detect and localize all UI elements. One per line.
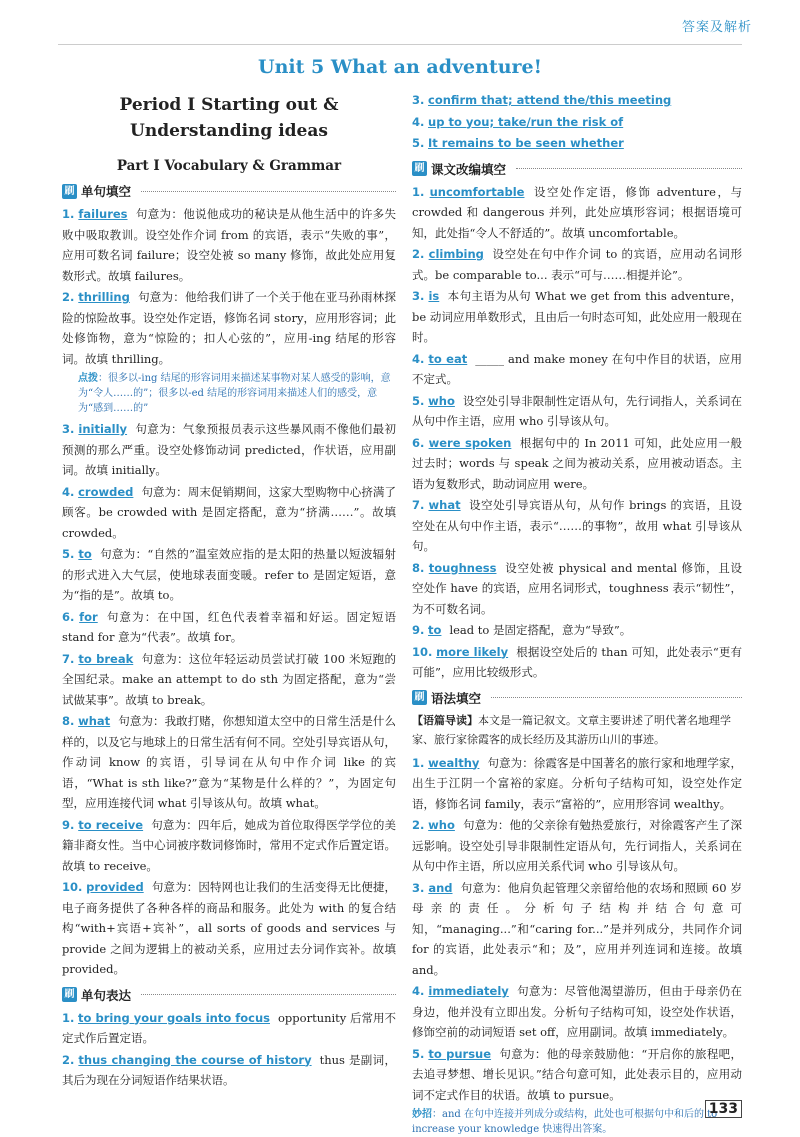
explanation-text: 句意为：气象预报员表示这些暴风雨不像他们最初预测的那么严重。设空处修饰动词 predicted，作状语，应用副词。故填 initially。 [62,422,397,477]
explanation-text: 设空处被 physical and mental 修饰，且设空处作 have 的宾语，应用名词形式，toughness 表示“韧性”，为不可数名词。 [412,560,742,616]
answer-text: provided [86,880,144,894]
passage-guide [412,711,742,749]
answer-text: up to you; take/run the risk of [428,114,624,129]
item-number: 3. [62,422,75,436]
period-title-line2: Understanding ideas [130,121,328,141]
text-list [412,182,742,683]
answer-item [62,544,396,606]
answer-text: to [428,623,442,637]
answer-text: to [78,547,92,561]
item-number: 2. [412,247,425,261]
answer-item [412,642,742,683]
explanation-text: 句意为：我敢打赌，你想知道太空中的日常生活是什么样的，以及它与地球上的日常生活有何不同。空处引导宾语从句，作动词 know 的宾语，引导词在从句中作介词 like 的宾语，“What is sth like?”意为“某物是什么样的？”，为固定句型，应用连接代词 what 引导该从句。故填 what。 [62,714,396,810]
guide-text: 本文是一篇记叙文。文章主要讲述了明代著名地理学家、旅行家徐霞客的成长经历及其游历山川的事迹。 [412,713,731,746]
answer-text: who [428,818,455,832]
answer-item [412,90,742,111]
section-badge-icon: 刷 [62,987,77,1002]
answer-text: It remains to be seen whether [428,136,624,150]
section-fill [62,182,396,200]
item-number: 5. [412,136,425,150]
answer-item [412,133,742,154]
explanation-text: 句意为：“自然的”温室效应指的是太阳的热量以短波辐射的形式进入大气层，使地球表面变暖。refer to 是固定短语，意为“指的是”。故填 to。 [62,547,396,602]
answer-text: to eat [428,351,468,366]
explanation-text: 句意为：因特网也让我们的生活变得无比便捷，电子商务提供了各种各样的商品和服务。此处为 with 的复合结构“with+宾语+宾补”，all sorts of goods and services 与 provide 之间为逻辑上的被动关系，应用过去分词作宾补。故填 provided。 [62,880,397,976]
section-badge-icon: 刷 [412,161,427,176]
header-divider [58,44,742,45]
explanation-text: 句意为：在中国，红色代表着幸福和好运。固定短语 stand for 意为“代表”。故填 for。 [62,609,397,644]
answer-text: for [79,609,98,624]
explanation-text: 设空处作定语，修饰 adventure，与 crowded 和 dangerous 并列，此处应填形容词；根据语境可知，此处指“令人不舒适的”。故填 uncomfortable。 [412,184,742,240]
answer-item [412,244,742,285]
item-number: 5. [412,393,425,408]
item-number: 8. [62,714,75,728]
explanation-text: 根据设空处后的 than 可知，此处表示“更有可能”，应用比较级形式。 [412,644,743,679]
explanation-text: 句意为：周末促销期间，这家大型购物中心挤满了顾客。be crowded with 是固定搭配，意为“挤满……”。故填 crowded。 [62,484,397,540]
answer-text: wealthy [428,755,480,770]
divider [141,191,396,192]
item-number: 9. [62,817,75,832]
item-number: 4. [412,351,425,366]
answer-item [62,482,396,544]
answer-item [412,558,742,620]
fill-list [62,204,396,980]
section-title: 单句填空 [81,184,132,199]
item-number: 6. [62,609,75,624]
answer-text: to break [78,651,134,666]
answer-item [412,815,742,877]
item-number: 2. [412,818,425,832]
period-title-line1: Period Ⅰ Starting out & [119,95,339,115]
answer-text: is [428,289,440,303]
explanation-text: 句意为：他的父亲徐有勉热爱旅行，对徐霞客产生了深远影响。设空处引导非限制性定语从句，先行词指人，关系词在从句中作主语，所以应用关系代词 who 引导该从句。 [412,818,743,873]
section-expression [62,986,396,1004]
explanation-text: opportunity 后常用不定式作后置定语。 [62,1010,396,1045]
item-number: 5. [412,1046,425,1061]
answer-text: thus changing the course of history [78,1052,312,1067]
answer-text: to receive [78,817,144,832]
answer-text: failures [78,207,128,221]
item-number: 2. [62,1052,75,1067]
explanation-text: 句意为：他肩负起管理父亲留给他的农场和照顾 60 岁母亲的责任。分析句子结构并结合句意可知，“managing...”和“caring for...”是并列成分，共同作介词 for 的宾语，此处表示“和；及”，应用并列连词和连接。故填 and。 [412,880,742,977]
answer-item [62,287,396,369]
item-number: 1. [62,1010,75,1025]
unit-title: Unit 5 What an adventure! [258,56,542,78]
expression-list [62,1008,396,1091]
answer-text: what [78,714,111,728]
item-number: 6. [412,435,425,450]
explanation-text: 句意为：他说他成功的秘诀是从他生活中的许多失败中吸取教训。设空处作介词 from 的宾语，表示“失败的事”，应用可数名词 failure；设空处被 so many 修饰，故此处应用复数形式。故填 failures。 [62,207,397,283]
answer-item [412,391,742,432]
item-number: 4. [62,484,75,499]
explanation-text: 句意为：他给我们讲了一个关于他在亚马孙雨林探险的惊险故事。设空处作定语，修饰名词 story，应用形容词；此处修饰物，意为“惊险的；扣人心弦的”，应用-ing 结尾的形容词。故填 thrilling。 [62,290,397,366]
section-title: 语法填空 [431,690,482,706]
item-number: 7. [62,651,75,666]
note-text: 很多以-ing 结尾的形容词用来描述某事物对某人感受的影响，意为“令人……的”；很多以-ed 结尾的形容词用来描述人们的感受，意为“感到……的” [78,373,391,414]
answer-item [412,286,742,348]
page-number: 133 [705,1100,742,1118]
item-number: 3. [412,289,425,303]
explanation-text: 设空处引导非限制性定语从句，先行词指人，关系词在从句中作主语，应用 who 引导该从句。 [412,393,743,428]
answer-text: what [428,498,461,512]
divider [491,697,742,698]
tip-text: and 在句中连接并列成分或结构，此处也可根据句中和后的 to increase your knowledge 快速得出答案。 [412,1109,718,1135]
tip-note: 点拨：很多以-ing 结尾的形容词用来描述某事物对某人感受的影响，意为“令人……的”；很多以-ed 结尾的形容词用来描述人们的感受，意为“感到……的” [78,373,391,414]
answer-text: thrilling [78,290,130,304]
item-number: 10. [412,644,433,659]
explanation-text: thus 是副词，其后为现在分词短语作结果状语。 [62,1052,396,1087]
explanation-text: 设空处在句中作介词 to 的宾语，应用动名词形式。be comparable to... 表示“可与……相提并论”。 [412,247,742,282]
answer-text: confirm that; attend the/this meeting [428,93,672,107]
explanation-text: lead to 是固定搭配，意为“导致”。 [449,623,632,637]
answer-text: were spoken [428,435,512,450]
item-number: 9. [412,623,425,637]
section-badge-icon: 刷 [62,184,77,199]
divider [516,168,742,169]
answer-item [62,649,396,711]
answer-item [62,815,396,877]
item-number: 1. [62,207,75,221]
grammar-list [412,753,742,1106]
explanation-text: 句意为：他的母亲鼓励他：“开启你的旅程吧，去追寻梦想、增长见识。”结合句意可知，此处表示目的，应用动词不定式作目的状语。故填 to pursue。 [412,1046,742,1102]
right-column [412,90,742,1137]
explanation-text: 本句主语为从句 What we get from this adventure，be 动词应用单数形式，且由后一句时态可知，此处应用一般现在时。 [412,289,742,344]
answer-text: more likely [436,644,509,659]
answer-item [62,419,396,481]
item-number: 1. [412,184,425,199]
period-title [62,92,396,144]
answer-item [62,711,396,814]
answer-item [412,981,742,1043]
answer-item [62,204,396,286]
left-column [62,90,396,1092]
page-header: 答案及解析 [681,20,752,35]
tip-label: 妙招 [412,1109,432,1120]
guide-label: 【语篇导读】 [412,713,478,727]
section-badge-icon: 刷 [412,690,427,705]
answer-text: crowded [78,484,134,499]
explanation-text: 根据句中的 In 2011 可知，此处应用一般过去时；words 与 speak 之间为被动关系，应用被动语态。主语为复数形式，助动词应用 were。 [412,435,743,491]
answer-text: who [428,393,455,408]
explanation-text: 句意为：这位年轻运动员尝试打破 100 米短跑的全国纪录。make an attempt to do sth 为固定搭配，意为“尝试做某事”。故填 to break。 [62,651,397,707]
answer-item [62,1008,396,1049]
explanation-text: 句意为：四年后，她成为首位取得医学学位的美籍非裔女性。当中心词被序数词修饰时，常用不定式作后置定语。故填 to receive。 [62,817,397,873]
answer-item [62,607,396,648]
answer-item [412,349,742,390]
answer-item [412,182,742,244]
answer-item [412,878,742,981]
answer-item [412,433,742,495]
item-number: 3. [412,93,425,107]
section-grammar [412,689,742,707]
note-label: 点拨 [78,373,98,384]
tip-box: 妙招：and 在句中连接并列成分或结构，此处也可根据句中和后的 to increase your knowledge 快速得出答案。 [412,1109,718,1135]
item-number: 4. [412,114,425,129]
item-number: 2. [62,290,75,304]
answer-item [412,753,742,815]
section-title: 课文改编填空 [431,161,507,177]
answer-text: immediately [428,984,509,998]
section-title: 单句表达 [81,987,132,1003]
item-number: 4. [412,984,425,998]
item-number: 10. [62,880,83,894]
item-number: 1. [412,755,425,770]
explanation-text: 句意为：徐霞客是中国著名的旅行家和地理学家，出生于江阴一个富裕的家庭。分析句子结构可知，设空处作定语，修饰名词 family，表示“富裕的”，应用形容词 wealthy。 [412,755,743,811]
answer-text: to bring your goals into focus [78,1010,270,1025]
explanation-text: 设空处引导宾语从句，从句作 brings 的宾语，且设空处在从句中作主语，表示“……的事物”，故用 what 引导该从句。 [412,498,743,553]
expression-list-cont [412,90,742,154]
item-number: 7. [412,498,425,512]
answer-text: to pursue [428,1046,492,1061]
section-text [412,160,742,178]
explanation-text: 句意为：尽管他渴望游历，但由于母亲仍在身边，他并没有立即出发。分析句子结构可知，设空处作状语，修饰空前的动词短语 set off，应用副词。故填 immediately。 [412,984,743,1039]
item-number: 8. [412,560,425,575]
part-title: Part Ⅰ Vocabulary & Grammar [116,158,342,174]
item-number: 5. [62,547,75,561]
explanation-text: _____ and make money 在句中作目的状语，应用不定式。 [412,351,742,386]
divider [141,994,396,995]
answer-text: initially [78,422,128,436]
answer-text: uncomfortable [429,184,525,199]
answer-item [412,112,742,133]
answer-item [412,620,742,641]
answer-text: and [428,880,453,895]
item-number: 3. [412,880,425,895]
answer-item [62,1050,396,1091]
answer-text: toughness [428,560,497,575]
answer-text: climbing [428,247,484,261]
answer-item [412,495,742,557]
answer-item [412,1044,742,1106]
answer-item [62,877,396,980]
